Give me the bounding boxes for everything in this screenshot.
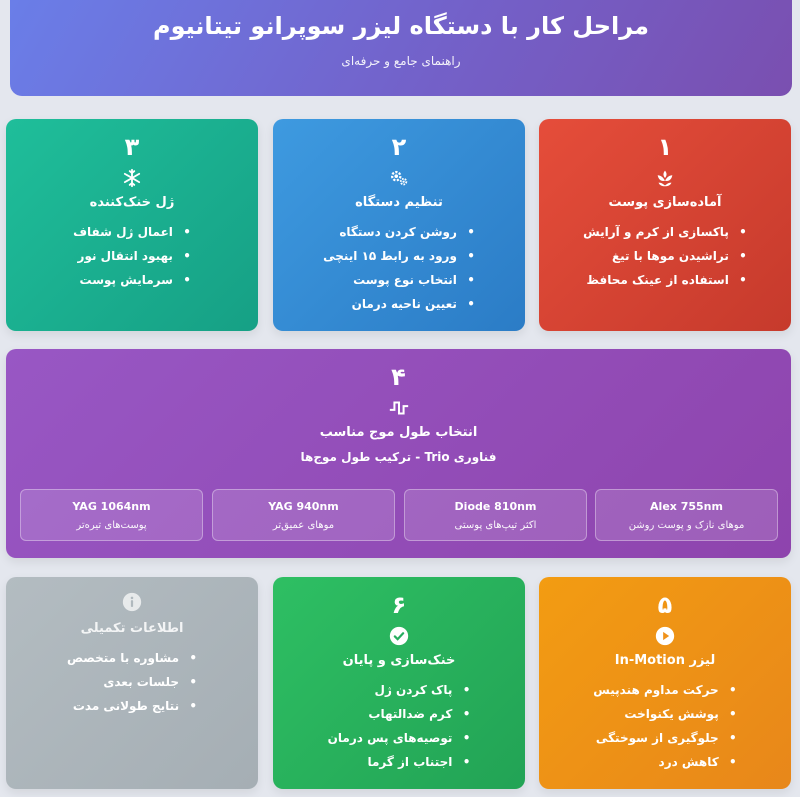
list-item: • مشاوره با متخصص: [67, 646, 197, 670]
list-item: • اجتناب از گرما: [328, 750, 471, 774]
step-list: [328, 678, 471, 774]
wavelength-option: [20, 489, 203, 541]
list-item: • کاهش درد: [593, 750, 736, 774]
page-header: [10, 0, 792, 96]
step-list: [73, 220, 191, 292]
step-number: ۶: [391, 591, 407, 619]
step-list: [583, 220, 747, 292]
wavelength-option: [404, 489, 587, 541]
list-item: • روشن کردن دستگاه: [323, 220, 475, 244]
step-title: انتخاب طول موج مناسب: [319, 425, 478, 440]
step-description: فناوری Trio - ترکیب طول موج‌ها: [300, 450, 497, 464]
list-item: • حرکت مداوم هندپیس: [593, 678, 736, 702]
page-title: مراحل کار با دستگاه لیزر سوپرانو تیتانیوم: [152, 12, 650, 40]
snowflake-icon: [121, 167, 143, 189]
list-item: • سرمایش پوست: [73, 268, 191, 292]
list-item: • کرم ضدالتهاب: [328, 702, 471, 726]
wavelength-desc: موهای عمیق‌تر: [272, 520, 335, 531]
list-item: • نتایج طولانی مدت: [67, 694, 197, 718]
wavelength-name: YAG 940nm: [268, 500, 339, 513]
wavelength-desc: موهای نازک و پوست روشن: [628, 520, 745, 531]
wave-icon: [388, 397, 410, 419]
step-card-6: [273, 577, 525, 789]
list-item: • انتخاب نوع پوست: [323, 268, 475, 292]
wavelength-name: Diode 810nm: [454, 500, 537, 513]
list-item: • پاک کردن ژل: [328, 678, 471, 702]
info-list: [67, 646, 197, 718]
list-item: • پوشش یکنواخت: [593, 702, 736, 726]
list-item: • تراشیدن موها با تیغ: [583, 244, 747, 268]
step-number: ۵: [657, 591, 673, 619]
info-card: [6, 577, 258, 789]
list-item: • ورود به رابط ۱۵ اینچی: [323, 244, 475, 268]
step-card-1: [539, 119, 791, 331]
lotus-icon: [654, 167, 676, 189]
list-item: • اعمال ژل شفاف: [73, 220, 191, 244]
step-title: لیزر In-Motion: [614, 653, 716, 668]
list-item: • جلسات بعدی: [67, 670, 197, 694]
list-item: • استفاده از عینک محافظ: [583, 268, 747, 292]
step-title: خنک‌سازی و پایان: [342, 653, 456, 668]
wavelength-desc: اکثر تیپ‌های پوستی: [454, 520, 537, 531]
wavelength-name: Alex 755nm: [650, 500, 723, 513]
wavelength-desc: پوست‌های تیره‌تر: [76, 520, 147, 531]
step-list: [323, 220, 475, 316]
step-number: ۴: [391, 363, 406, 391]
wavelength-list: [20, 489, 778, 541]
wavelength-name: YAG 1064nm: [72, 500, 151, 513]
step-card-2: [273, 119, 525, 331]
wavelength-option: [595, 489, 778, 541]
wavelength-option: [212, 489, 395, 541]
play-circle-icon: [654, 625, 676, 647]
step-number: ۲: [391, 133, 407, 161]
list-item: • تعیین ناحیه درمان: [323, 292, 475, 316]
step-title: آماده‌سازی پوست: [608, 195, 722, 210]
info-circle-icon: [121, 591, 143, 613]
list-item: • بهبود انتقال نور: [73, 244, 191, 268]
list-item: • توصیه‌های پس درمان: [328, 726, 471, 750]
step-card-3: [6, 119, 258, 331]
step-number: ۱: [657, 133, 673, 161]
gears-icon: [388, 167, 410, 189]
step-card-5: [539, 577, 791, 789]
list-item: • پاکسازی از کرم و آرایش: [583, 220, 747, 244]
step-title: ژل خنک‌کننده: [89, 195, 175, 210]
step-list: [593, 678, 736, 774]
list-item: • جلوگیری از سوختگی: [593, 726, 736, 750]
page-subtitle: راهنمای جامع و حرفه‌ای: [341, 54, 461, 68]
step-title: تنظیم دستگاه: [355, 195, 443, 210]
info-title: اطلاعات تکمیلی: [80, 621, 184, 636]
check-circle-icon: [388, 625, 410, 647]
step-number: ۳: [124, 133, 140, 161]
